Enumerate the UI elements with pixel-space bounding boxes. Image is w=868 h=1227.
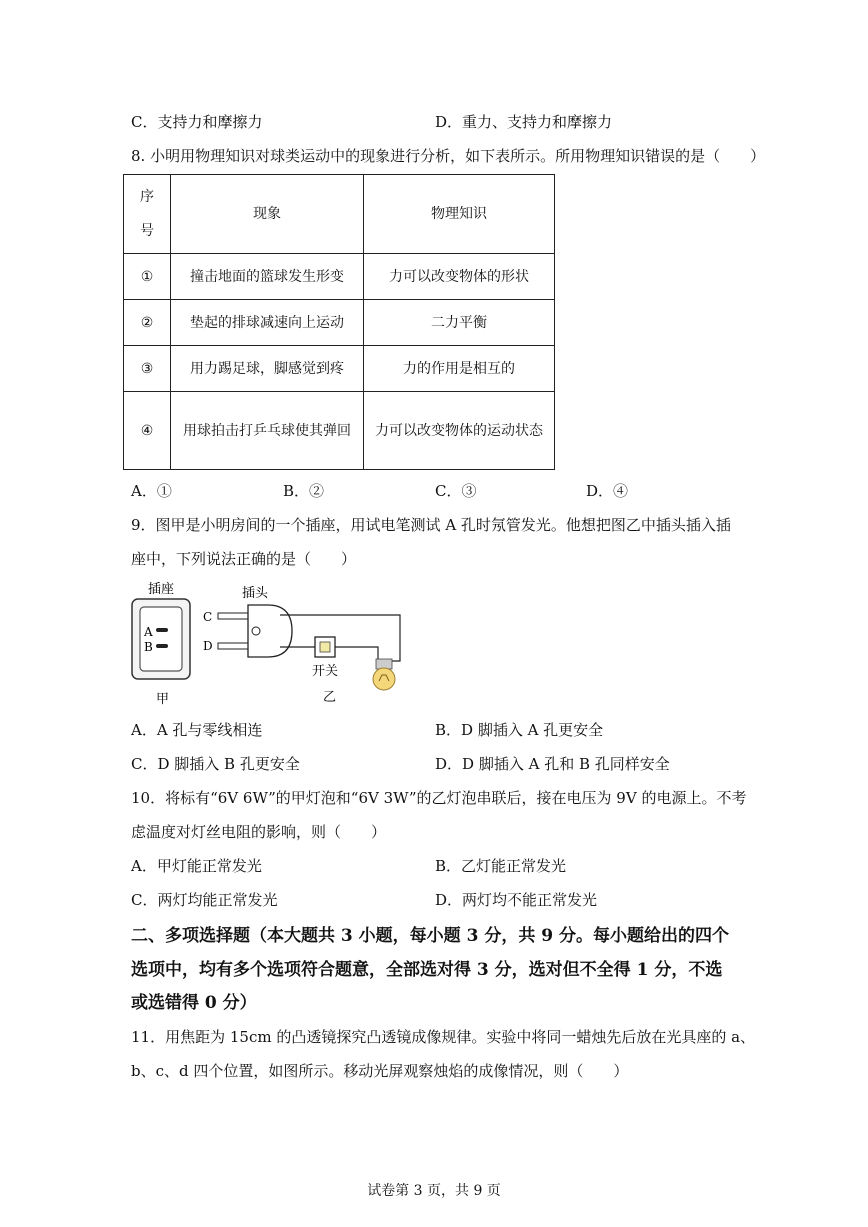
q10-option-c: C．两灯均能正常发光 <box>131 891 278 909</box>
switch-label: 开关 <box>312 664 339 679</box>
row-phenomenon: 用球拍击打乒乓球使其弹回 <box>171 392 364 470</box>
q7-option-d: D．重力、支持力和摩擦力 <box>435 113 613 131</box>
header-index: 序号 <box>124 175 171 254</box>
row-phenomenon: 撞击地面的篮球发生形变 <box>171 254 364 300</box>
pin-d-label: D <box>203 639 213 653</box>
switch-button <box>320 642 330 652</box>
q10-option-a: A．甲灯能正常发光 <box>131 857 262 875</box>
pin-c-label: C <box>203 610 213 624</box>
q9-stem-line1: 9．图甲是小明房间的一个插座，用试电笔测试 A 孔时氖管发光。他想把图乙中插头插入插 <box>131 516 731 534</box>
q10-stem-line1: 10．将标有“6V 6W”的甲灯泡和“6V 3W”的乙灯泡串联后，接在电压为 9V 的电源上。不考 <box>131 789 747 807</box>
section2-heading-line1: 二、多项选择题（本大题共 3 小题，每小题 3 分，共 9 分。每小题给出的四个 <box>131 926 729 946</box>
jia-label: 甲 <box>156 692 170 707</box>
table-row <box>124 392 555 470</box>
hole-b-label: B <box>144 640 153 654</box>
q9-option-b: B．D 脚插入 A 孔更安全 <box>435 721 604 739</box>
q10-option-d: D．两灯均不能正常发光 <box>435 891 598 909</box>
q9-stem-line2: 座中，下列说法正确的是（ ） <box>131 550 357 568</box>
header-phenomenon: 现象 <box>171 175 364 254</box>
page-footer: 试卷第 3 页，共 9 页 <box>367 1183 501 1199</box>
section2-heading-line3: 或选错得 0 分） <box>131 993 257 1013</box>
q10-option-b: B．乙灯能正常发光 <box>435 857 567 875</box>
q9-figure <box>120 575 420 710</box>
q7-option-c: C．支持力和摩擦力 <box>131 113 263 131</box>
plug-label: 插头 <box>242 586 269 601</box>
pin-d <box>218 643 248 649</box>
row-knowledge: 二力平衡 <box>364 300 555 346</box>
q8-option-d: D．④ <box>586 482 629 500</box>
table-row <box>124 300 555 346</box>
row-knowledge: 力可以改变物体的运动状态 <box>364 392 555 470</box>
q8-option-a: A．① <box>131 482 172 500</box>
socket-label: 插座 <box>148 582 175 597</box>
q11-stem-line1: 11．用焦距为 15cm 的凸透镜探究凸透镜成像规律。实验中将同一蜡烛先后放在光具座的 a、 <box>131 1028 756 1046</box>
row-phenomenon: 垫起的排球减速向上运动 <box>171 300 364 346</box>
row-knowledge: 力的作用是相互的 <box>364 346 555 392</box>
yi-label: 乙 <box>323 690 337 705</box>
wire-switch-to-lamp <box>335 647 378 661</box>
table-row <box>124 346 555 392</box>
q8-option-b: B．② <box>283 482 325 500</box>
row-index: ④ <box>124 392 171 470</box>
q11-stem-line2: b、c、d 四个位置，如图所示。移动光屏观察烛焰的成像情况，则（ ） <box>131 1062 629 1080</box>
q9-option-d: D．D 脚插入 A 孔和 B 孔同样安全 <box>435 755 670 773</box>
row-index: ② <box>124 300 171 346</box>
table-header-row <box>124 175 555 254</box>
row-phenomenon: 用力踢足球，脚感觉到疼 <box>171 346 364 392</box>
q8-table <box>123 174 555 470</box>
pin-c <box>218 613 248 619</box>
lamp-bulb-icon <box>373 668 395 690</box>
row-index: ① <box>124 254 171 300</box>
row-knowledge: 力可以改变物体的形状 <box>364 254 555 300</box>
hole-a <box>156 628 168 632</box>
q8-option-c: C．③ <box>435 482 477 500</box>
header-knowledge: 物理知识 <box>364 175 555 254</box>
q10-stem-line2: 虑温度对灯丝电阻的影响，则（ ） <box>131 823 387 841</box>
q9-option-a: A．A 孔与零线相连 <box>131 721 263 739</box>
wire-top <box>280 615 400 661</box>
hole-b <box>156 644 168 648</box>
hole-a-label: A <box>144 625 153 639</box>
table-row <box>124 254 555 300</box>
plug-screw <box>252 627 260 635</box>
q8-stem: 8. 小明用物理知识对球类运动中的现象进行分析，如下表所示。所用物理知识错误的是（ ） <box>131 147 766 165</box>
row-index: ③ <box>124 346 171 392</box>
q9-option-c: C．D 脚插入 B 孔更安全 <box>131 755 300 773</box>
socket-inner <box>140 607 182 671</box>
section2-heading-line2: 选项中，均有多个选项符合题意，全部选对得 3 分，选对但不全得 1 分，不选 <box>131 960 723 980</box>
